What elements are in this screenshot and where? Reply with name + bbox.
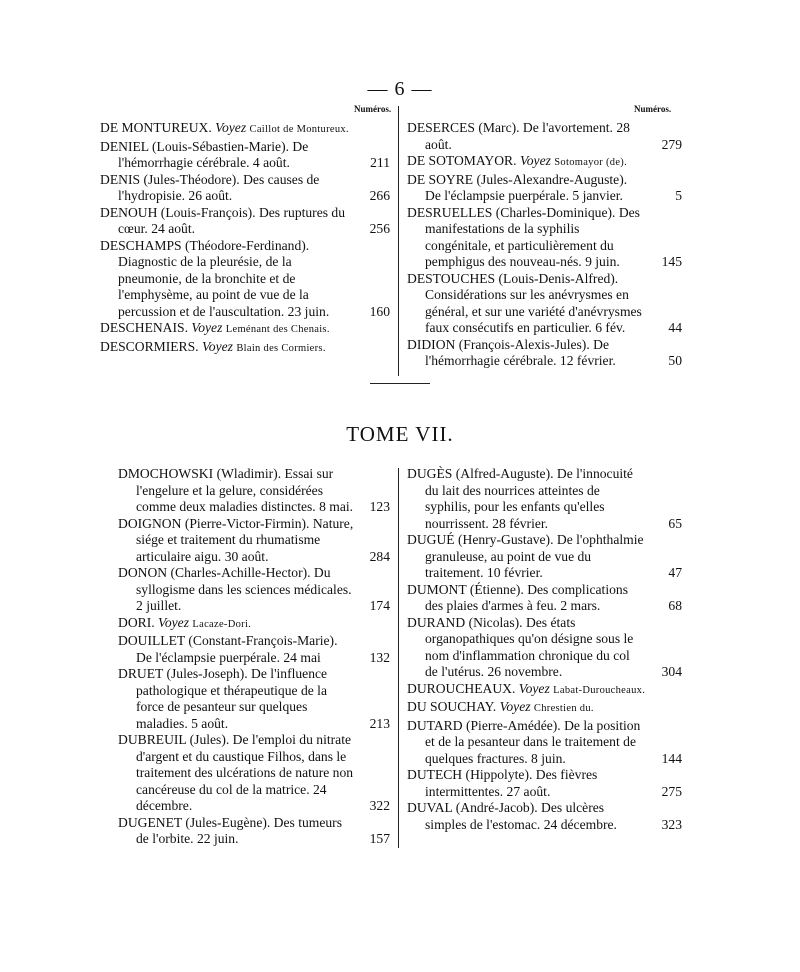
s2-right-column — [407, 466, 682, 833]
entry-name: DESTOUCHES — [407, 270, 496, 286]
entry-name: DURAND — [407, 614, 466, 630]
entry-title: (Alfred-Auguste). De l'innocuité du lait des nourrices atteintes de syphilis, pour les enfants qu'elles nourrissent. 28 février. — [425, 466, 633, 531]
index-entry — [118, 815, 390, 848]
entry-name: DESCHENAIS. — [100, 320, 188, 335]
entry-name: DESRUELLES — [407, 204, 493, 220]
entry-number: 256 — [369, 221, 390, 236]
see-reference-label: Voyez — [201, 338, 233, 354]
page-number: — 6 — — [367, 78, 433, 100]
numeros-label-left: Numéros. — [354, 104, 392, 114]
entry-title: (Pierre-Victor-Firmin). Nature, siége et traitement du rhumatisme articulaire aigu. 30 août. — [136, 515, 354, 564]
entry-name: DENIEL — [100, 138, 149, 154]
index-entry — [407, 172, 682, 205]
entry-name: DOUILLET — [118, 633, 185, 648]
index-entry — [407, 532, 682, 582]
index-entry — [407, 699, 682, 718]
entry-title: (Constant-François-Marie). De l'éclampsie puerpérale. 24 mai — [136, 633, 338, 665]
entry-number: 47 — [668, 565, 682, 580]
entry-name: DUGUÉ — [407, 532, 455, 547]
index-entry — [100, 205, 390, 238]
entry-number: 68 — [668, 598, 682, 613]
index-entry — [100, 139, 390, 172]
see-reference-label: Voyez — [499, 699, 531, 714]
see-reference-label: Voyez — [158, 614, 189, 630]
entry-number: 132 — [369, 649, 390, 665]
entry-number: 145 — [661, 254, 682, 269]
entry-title: (Hippolyte). Des fièvres intermittentes. 27 août. — [425, 767, 598, 799]
see-reference-target: Chrestien du. — [533, 703, 594, 714]
index-entry — [407, 120, 682, 153]
entry-title: (Jules-Théodore). Des causes de l'hydropisie. 26 août. — [118, 171, 320, 203]
see-reference-label: Voyez — [215, 120, 247, 135]
entry-number: 284 — [369, 548, 390, 564]
entry-number: 213 — [369, 715, 390, 731]
entry-title: (Charles-Achille-Hector). Du syllogisme dans les sciences médicales. 2 juillet. — [136, 565, 352, 613]
entry-number: 304 — [661, 664, 682, 679]
see-reference-target: Lacaze-Dori. — [192, 618, 252, 630]
index-entry — [407, 800, 682, 833]
column-divider — [398, 468, 399, 848]
entry-name: DOIGNON — [118, 515, 182, 531]
entry-name: DUGÈS — [407, 466, 453, 481]
entry-name: DU SOUCHAY. — [407, 699, 497, 714]
entry-title: (Charles-Dominique). Des manifestations de la syphilis congénitale, et particulièrement du pemphigus des nouveau-nés. 9 juin. — [425, 204, 640, 269]
index-entry — [118, 615, 390, 634]
see-reference-target: Caillot de Montureux. — [249, 124, 349, 135]
entry-name: DMOCHOWSKI — [118, 466, 214, 481]
index-entry — [407, 271, 682, 337]
index-entry — [118, 466, 390, 516]
entry-name: DENIS — [100, 171, 141, 187]
index-entry — [407, 337, 682, 370]
tome-title: TOME VII. — [346, 422, 454, 446]
index-entry — [118, 565, 390, 615]
entry-number: 174 — [369, 598, 390, 613]
entry-title: (Pierre-Amédée). De la position et de la pesanteur dans le traitement de quelques fractures. 8 juin. — [425, 717, 641, 766]
entry-number: 266 — [369, 188, 390, 203]
entry-number: 157 — [369, 831, 390, 846]
entry-name: DESCHAMPS — [100, 237, 182, 253]
entry-name: DRUET — [118, 666, 164, 681]
entry-title: (André-Jacob). Des ulcères simples de l'estomac. 24 décembre. — [425, 800, 617, 832]
s2-left-column — [118, 466, 390, 848]
entry-number: 5 — [675, 188, 682, 203]
entry-name: DE SOTOMAYOR. — [407, 153, 517, 168]
see-reference-label: Voyez — [518, 680, 550, 696]
index-entry — [100, 238, 390, 321]
entry-number: 65 — [668, 515, 682, 531]
entry-number: 323 — [661, 816, 682, 832]
see-reference-target: Blain des Cormiers. — [236, 342, 326, 354]
entry-number: 123 — [369, 499, 390, 514]
index-entry — [100, 172, 390, 205]
entry-name: DORI. — [118, 614, 155, 630]
index-entry — [407, 718, 682, 768]
entry-name: DONON — [118, 565, 168, 580]
entry-name: DUTECH — [407, 767, 463, 782]
entry-number: 275 — [661, 783, 682, 799]
entry-title: (Jules). De l'emploi du nitrate d'argent et du caustique Filhos, dans le traitement des ulcérations de nature non cancéreuse du col de la matrice. 24 décembre. — [136, 732, 354, 813]
s1-right-column — [407, 120, 682, 370]
entry-number: 144 — [661, 750, 682, 766]
entry-title: (Louis-Sébastien-Marie). De l'hémorrhagie cérébrale. 4 août. — [118, 138, 309, 170]
entry-name: DESCORMIERS. — [100, 338, 199, 354]
entry-title: (Nicolas). Des états organopathiques qu'on désigne sous le nom d'inflammation chronique du col de l'utérus. 26 novembre. — [425, 614, 634, 679]
entry-title: (Louis-François). Des ruptures du cœur. 24 août. — [118, 204, 346, 236]
entry-title: (Jules-Eugène). Des tumeurs de l'orbite. 22 juin. — [136, 814, 343, 846]
see-reference-target: Labat-Duroucheaux. — [553, 684, 646, 696]
entry-number: 50 — [668, 353, 682, 368]
entry-name: DIDION — [407, 336, 456, 352]
index-entry — [407, 615, 682, 681]
entry-name: DUROUCHEAUX. — [407, 680, 516, 696]
entry-name: DUVAL — [407, 800, 453, 815]
entry-title: (Théodore-Ferdinand). Diagnostic de la pleurésie, de la pneumonie, de la bronchite et de l'emphysème, au point de vue de la percussion et de l'auscultation. 23 juin. — [118, 237, 330, 319]
s1-left-column — [100, 120, 390, 357]
index-entry — [407, 466, 682, 532]
index-entry — [118, 666, 390, 732]
entry-title: (Étienne). Des complications des plaies d'armes à feu. 2 mars. — [425, 581, 628, 613]
entry-name: DUMONT — [407, 581, 467, 597]
index-entry — [118, 633, 390, 666]
index-entry — [118, 732, 390, 815]
index-entry — [407, 767, 682, 800]
entry-title: (Wladimir). Essai sur l'engelure et la gelure, considérées comme deux maladies distinctes. 8 mai. — [136, 466, 354, 514]
entry-title: (Jules-Alexandre-Auguste). De l'éclampsie puerpérale. 5 janvier. — [425, 171, 628, 203]
entry-name: DE SOYRE — [407, 171, 474, 187]
entry-name: DESERCES — [407, 120, 475, 135]
entry-name: DUTARD — [407, 717, 463, 733]
entry-name: DE MONTUREUX. — [100, 120, 212, 135]
entry-name: DUGENET — [118, 814, 182, 830]
index-entry — [407, 681, 682, 700]
index-entry — [118, 516, 390, 566]
entry-name: DENOUH — [100, 204, 158, 220]
numeros-label-right: Numéros. — [634, 104, 672, 114]
entry-number: 322 — [369, 798, 390, 813]
see-reference-target: Leménant des Chenais. — [225, 324, 330, 335]
index-entry — [407, 582, 682, 615]
entry-name: DUBREUIL — [118, 732, 187, 747]
index-entry — [407, 153, 682, 172]
section-separator — [370, 383, 430, 384]
entry-title: (Jules-Joseph). De l'influence pathologique et thérapeutique de la force de pesanteur sur quelques maladies. 5 août. — [136, 666, 328, 731]
see-reference-label: Voyez — [519, 153, 551, 168]
index-entry — [407, 205, 682, 271]
entry-number: 44 — [668, 320, 682, 335]
entry-title: (Marc). De l'avortement. 28 août. — [425, 120, 630, 152]
index-entry — [100, 120, 390, 139]
entry-number: 160 — [369, 303, 390, 319]
entry-number: 279 — [661, 136, 682, 152]
entry-title: (Louis-Denis-Alfred). Considérations sur les anévrysmes en général, et sur une variété d'anévrysmes faux consécutifs en particulier. 6 fév. — [425, 270, 642, 335]
index-entry — [100, 320, 390, 339]
index-entry — [100, 339, 390, 358]
entry-title: (Henry-Gustave). De l'ophthalmie granuleuse, au point de vue du traitement. 10 février. — [425, 532, 644, 580]
see-reference-target: Sotomayor (de). — [554, 157, 628, 168]
see-reference-label: Voyez — [191, 320, 223, 335]
entry-title: (François-Alexis-Jules). De l'hémorrhagie cérébrale. 12 février. — [425, 336, 616, 368]
entry-number: 211 — [370, 155, 390, 170]
column-divider — [398, 106, 399, 376]
